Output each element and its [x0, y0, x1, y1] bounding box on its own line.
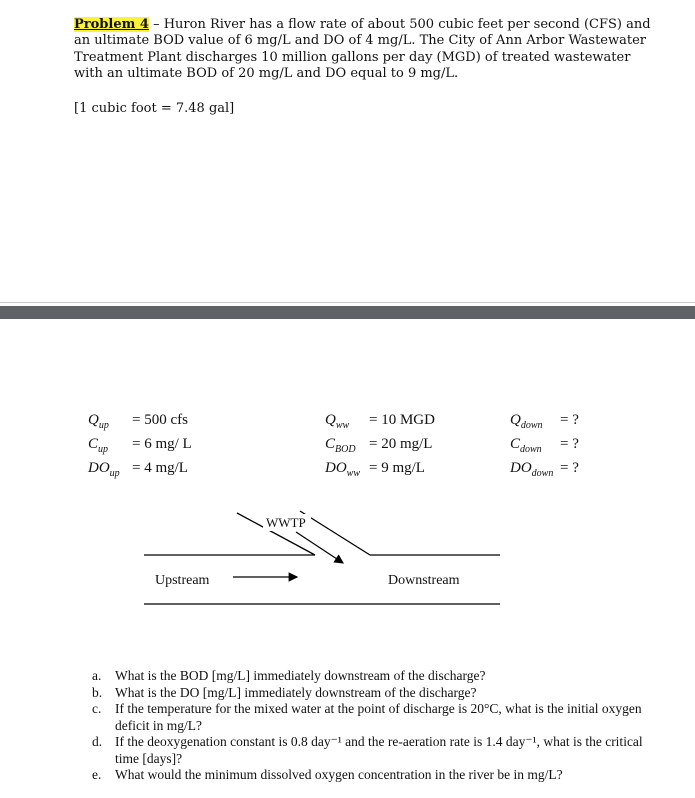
var-value: = ?	[560, 436, 579, 452]
downstream-variables	[510, 411, 579, 483]
page-divider	[0, 306, 695, 319]
var-row-do-ww: $DO_{ww}$ = 9 mg/L	[325, 459, 435, 483]
problem-statement	[74, 17, 659, 82]
downstream-label: Downstream	[388, 573, 460, 588]
var-value: = 9 mg/L	[369, 460, 425, 476]
var-row-q-up: $Q_{up}$ = 500 cfs	[88, 411, 192, 435]
var-value: = 10 MGD	[369, 412, 435, 428]
upstream-variables	[88, 411, 192, 483]
wastewater-variables	[325, 411, 435, 483]
question-item: a. What is the BOD [mg/L] immediately downstream of the discharge?	[92, 668, 486, 683]
problem-label: Problem 4	[74, 17, 149, 32]
var-row-q-down: $Q_{down}$ = ?	[510, 411, 579, 435]
var-value: = 20 mg/L	[369, 436, 433, 452]
page-divider-edge	[0, 302, 695, 303]
problem-text: Huron River has a flow rate of about 500 cubic feet per second (CFS) and an ultimate BOD value of 6 mg/L and DO of 4 mg/L. The City of Ann Arbor Wastewater Treatment Plant discharges 10 million gallons per day (MGD) of treated wastewater with an ultimate BOD of 20 mg/L and DO equal to 9 mg/L.	[74, 17, 651, 81]
question-item: b. What is the DO [mg/L] immediately downstream of the discharge?	[92, 684, 477, 700]
var-value: = 4 mg/L	[132, 460, 188, 476]
var-value: = 6 mg/ L	[132, 436, 192, 452]
var-value: = 500 cfs	[132, 412, 188, 428]
var-row-do-up: $DO_{up}$ = 4 mg/L	[88, 459, 192, 483]
upstream-label: Upstream	[155, 573, 210, 588]
var-value: = ?	[560, 460, 579, 476]
question-item: e. What would the minimum dissolved oxygen concentration in the river be in mg/L?	[92, 767, 563, 782]
discharge-arrow	[296, 532, 343, 563]
river-diagram	[0, 500, 695, 615]
question-list	[92, 668, 652, 784]
wwtp-label: WWTP	[266, 515, 306, 530]
problem-dash: –	[148, 17, 164, 32]
conversion-note: [1 cubic foot = 7.48 gal]	[74, 101, 235, 116]
question-item: c. If the temperature for the mixed water at the point of discharge is 20°C, what is the initial oxygen deficit in mg/L?	[92, 701, 642, 733]
var-row-c-down: $C_{down}$ = ?	[510, 435, 579, 459]
var-row-c-bod: $C_{BOD}$ = 20 mg/L	[325, 435, 435, 459]
var-row-do-down: $DO_{down}$ = ?	[510, 459, 579, 483]
var-row-q-ww: $Q_{ww}$ = 10 MGD	[325, 411, 435, 435]
var-value: = ?	[560, 412, 579, 428]
question-item: d. If the deoxygenation constant is 0.8 day⁻¹ and the re-aeration rate is 1.4 day⁻¹, what is the critical time [days]?	[92, 734, 643, 766]
var-row-c-up: $C_{up}$ = 6 mg/ L	[88, 435, 192, 459]
